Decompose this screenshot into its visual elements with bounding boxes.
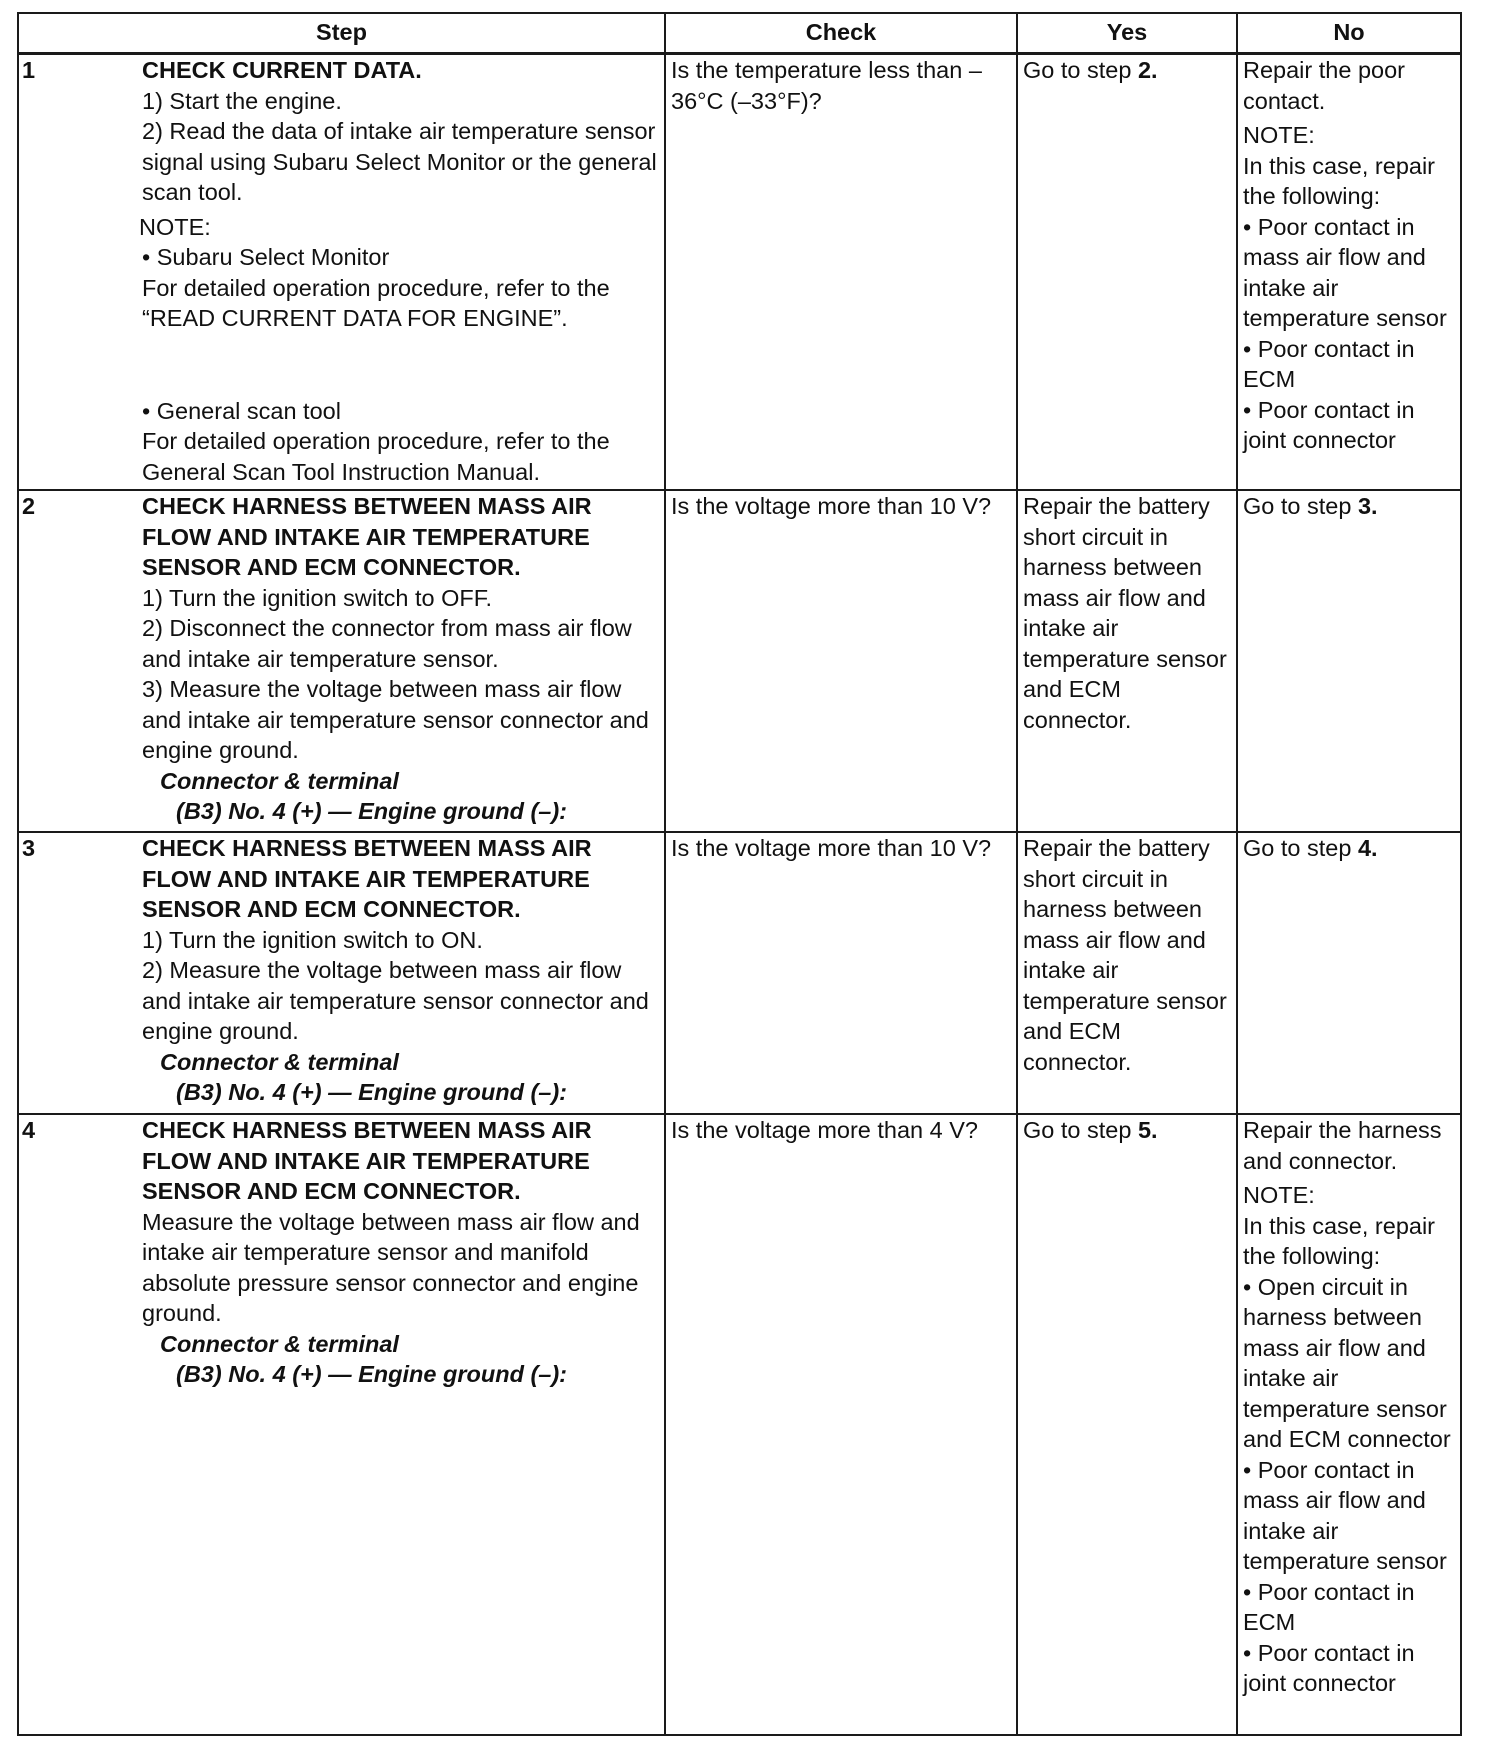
yes-cell (1017, 1114, 1237, 1735)
table-row (18, 832, 1461, 1114)
step-body (142, 1115, 659, 1390)
no-item: • Poor contact in mass air flow and intake air temperature sensor (1243, 1456, 1447, 1574)
step-instruction: 1) Turn the ignition switch to ON. (142, 926, 483, 953)
header-check: Check (665, 13, 1017, 54)
step-body (139, 55, 659, 487)
check-cell: Is the voltage more than 4 V? (665, 1114, 1017, 1735)
step-cell (18, 490, 665, 832)
no-note-label: NOTE: (1243, 1182, 1315, 1208)
note-bullet: • Subaru Select Monitor (142, 244, 390, 270)
no-step-ref: 4. (1357, 835, 1378, 861)
no-cell (1237, 490, 1461, 832)
step-instruction: 2) Disconnect the connector from mass air flow and intake air temperature sensor. (142, 615, 632, 672)
step-instruction: 2) Read the data of intake air temperature sensor signal using Subaru Select Monitor or the general scan tool. (142, 118, 657, 205)
no-item: • Poor contact in joint connector (1243, 1639, 1415, 1696)
step-number: 1 (22, 57, 36, 83)
step-instruction: 2) Measure the voltage between mass air flow and intake air temperature sensor connector and engine ground. (142, 957, 649, 1044)
no-main: Repair the harness and connector. (1243, 1117, 1442, 1174)
no-item: • Poor contact in ECM (1243, 1578, 1415, 1635)
note-text: For detailed operation procedure, refer to the “READ CURRENT DATA FOR ENGINE”. (142, 274, 610, 331)
step-title: CHECK HARNESS BETWEEN MASS AIR FLOW AND INTAKE AIR TEMPERATURE SENSOR AND ECM CONNECTOR. (142, 493, 592, 580)
connector-value: (B3) No. 4 (+) — Engine ground (–): (176, 1361, 567, 1387)
no-note-intro: In this case, repair the following: (1243, 152, 1436, 209)
check-cell: Is the voltage more than 10 V? (665, 490, 1017, 832)
connector-label: Connector & terminal (160, 1330, 399, 1357)
step-number: 2 (22, 493, 36, 519)
header-step: Step (18, 13, 665, 54)
note-bullet: • General scan tool (142, 397, 341, 424)
table-row (18, 490, 1461, 832)
yes-prefix: Go to step (1023, 57, 1138, 83)
step-body (142, 833, 659, 1108)
check-cell: Is the temperature less than –36°C (–33°F)? (665, 54, 1017, 491)
no-note-label: NOTE: (1243, 122, 1315, 148)
connector-value: (B3) No. 4 (+) — Engine ground (–): (176, 798, 567, 824)
no-step-ref: 3. (1357, 493, 1378, 519)
no-cell (1237, 54, 1461, 491)
step-instruction: 1) Turn the ignition switch to OFF. (142, 584, 493, 611)
step-title: CHECK HARNESS BETWEEN MASS AIR FLOW AND INTAKE AIR TEMPERATURE SENSOR AND ECM CONNECTOR. (142, 835, 592, 922)
no-cell (1237, 1114, 1461, 1735)
step-body (142, 491, 659, 827)
yes-prefix: Go to step (1023, 1117, 1138, 1143)
step-number: 4 (22, 1117, 36, 1143)
check-cell: Is the voltage more than 10 V? (665, 832, 1017, 1114)
spacer (142, 334, 659, 396)
step-instruction: Measure the voltage between mass air flow and intake air temperature sensor and manifold absolute pressure sensor connector and engine ground. (142, 1208, 640, 1326)
step-instruction: 3) Measure the voltage between mass air flow and intake air temperature sensor connector and engine ground. (142, 676, 649, 763)
connector-label: Connector & terminal (160, 1048, 399, 1075)
step-cell (18, 1114, 665, 1735)
no-cell (1237, 832, 1461, 1114)
yes-cell (1017, 54, 1237, 491)
header-no: No (1237, 13, 1461, 54)
step-number: 3 (22, 835, 36, 861)
note-label: NOTE: (139, 213, 211, 240)
step-cell (18, 832, 665, 1114)
table-row (18, 54, 1461, 491)
yes-step-ref: 2. (1137, 57, 1158, 83)
table-row (18, 1114, 1461, 1735)
header-yes: Yes (1017, 13, 1237, 54)
table-header-row (18, 13, 1461, 54)
no-prefix: Go to step (1243, 493, 1358, 519)
yes-cell: Repair the battery short circuit in harness between mass air flow and intake air temperature sensor and ECM connector. (1017, 490, 1237, 832)
step-cell (18, 54, 665, 491)
yes-step-ref: 5. (1137, 1117, 1158, 1143)
no-item: • Poor contact in ECM (1243, 335, 1415, 392)
no-item: • Poor contact in joint connector (1243, 396, 1415, 453)
diagnostic-table (17, 12, 1462, 1736)
step-title: CHECK HARNESS BETWEEN MASS AIR FLOW AND INTAKE AIR TEMPERATURE SENSOR AND ECM CONNECTOR. (142, 1117, 592, 1204)
step-title: CHECK CURRENT DATA. (142, 57, 422, 83)
step-instruction: 1) Start the engine. (142, 87, 342, 114)
no-note-intro: In this case, repair the following: (1243, 1212, 1436, 1269)
connector-value: (B3) No. 4 (+) — Engine ground (–): (176, 1079, 567, 1105)
no-item: • Poor contact in mass air flow and intake air temperature sensor (1243, 213, 1447, 331)
no-item: • Open circuit in harness between mass air flow and intake air temperature sensor and ECM connector (1243, 1273, 1451, 1452)
note-text: For detailed operation procedure, refer to the General Scan Tool Instruction Manual. (142, 428, 610, 485)
yes-cell: Repair the battery short circuit in harness between mass air flow and intake air temperature sensor and ECM connector. (1017, 832, 1237, 1114)
connector-label: Connector & terminal (160, 767, 399, 794)
no-main: Repair the poor contact. (1243, 57, 1405, 114)
no-prefix: Go to step (1243, 835, 1358, 861)
